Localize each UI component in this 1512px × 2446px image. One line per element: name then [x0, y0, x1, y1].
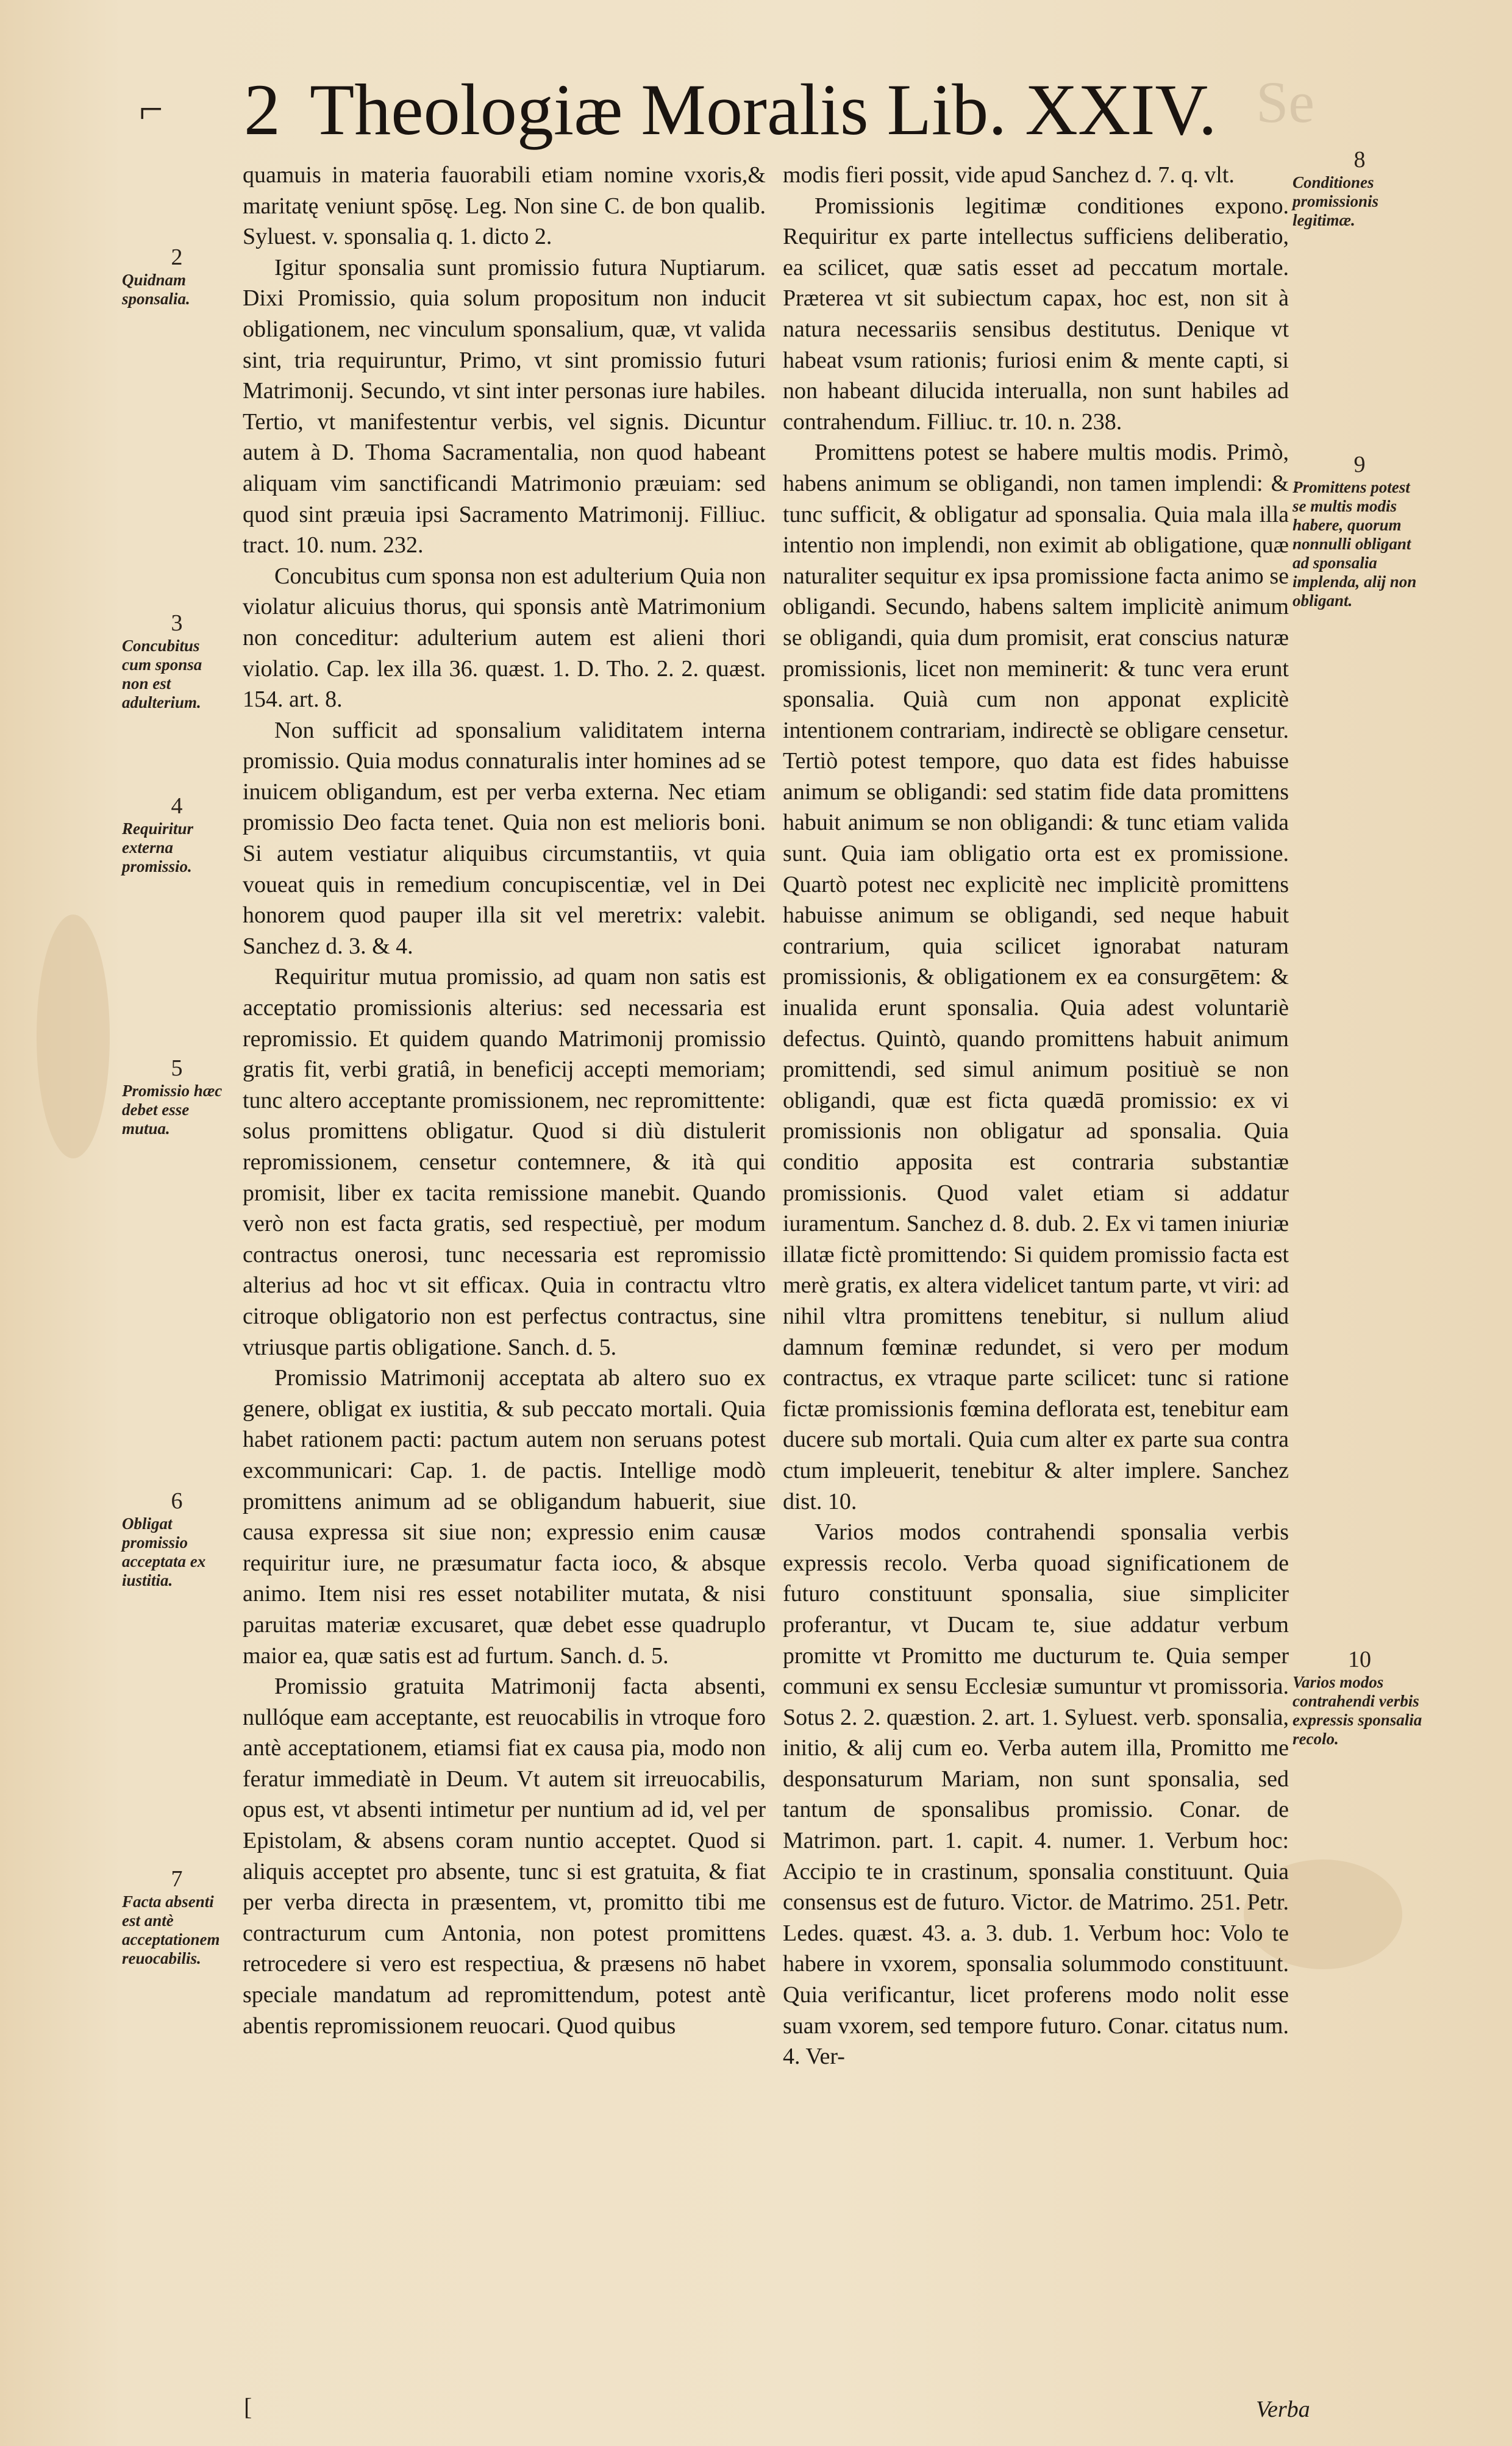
margin-note-8	[1293, 146, 1427, 230]
catchword: Verba	[1256, 2397, 1310, 2422]
margin-note-7	[122, 1866, 232, 1968]
page-header	[244, 67, 1280, 152]
margin-note-3	[122, 610, 232, 712]
margin-note-text: Concubitus cum sponsa non est adulterium.	[122, 636, 202, 711]
paper-stain	[37, 915, 110, 1158]
margin-note-2	[122, 244, 232, 308]
paragraph: Igitur sponsalia sunt promissio futura Nuptiarum. Dixi Promissio, quia solum propositum non inducit obligationem, nec vinculum sponsalium, quæ, vt valida sint, tria requiruntur, Primo, vt sint promissio futuri Matrimonij. Secundo, vt sint inter personas iure habiles. Tertio, vt manifestentur verbis, vel signis. Dicuntur autem à D. Thoma Sacramentalia, non quod habeant aliquam vim sanctificandi Matrimonio præuiam: sed quod sint præuia ipsi Sacramento Matrimonij. Filliuc. tract. 10. num. 232.	[243, 254, 766, 558]
margin-note-text: Promissio hæc debet esse mutua.	[122, 1082, 223, 1138]
running-title: Theologiæ Moralis Lib. XXIV.	[310, 69, 1217, 150]
paragraph: quamuis in materia fauorabili etiam nomine vxoris,& maritatę veniunt spōsę. Leg. Non sine C. de bon qualib. Syluest. v. sponsalia q. 1. dicto 2.	[243, 162, 766, 250]
paragraph: Varios modos contrahendi sponsalia verbis expressis recolo. Verba quoad significationem de futuro constituunt sponsalia, siue simpliciter proferantur, vt Ducam te, siue addatur verbum promitte vt Promitto me ducturum te. Quia semper communi ex sensu Ecclesiæ sumuntur vt promissoria. Sotus 2. 2. quæstion. 2. art. 1. Syluest. verb. sponsalia, initio, & alij cum eo. Verba autem illa, Promitto me desponsaturum Mariam, non sunt sponsalia, sed tantum de sponsalibus promissio. Conar. de Matrimon. part. 1. capit. 4. numer. 1. Verbum hoc: Accipio te in crastinum, sponsalia constituunt. Quia consensus est de futuro. Victor. de Matrimo. 251. Petr. Ledes. quæst. 43. a. 3. dub. 1. Verbum hoc: Volo te habere in vxorem, sponsalia solummodo constituunt. Quia verificantur, licet proferens modo nolit esse suam vxorem, sed tempore futuro. Conar. citatus num. 4. Ver-	[783, 1519, 1289, 2070]
paragraph: Promissio gratuita Matrimonij facta absenti, nullóque eam acceptante, est reuocabilis in vtroque foro antè acceptationem, etiamsi fiat ex causa pia, modo non feratur immediatè in Deum. Vt autem sit irreuocabilis, opus est, vt absenti intimetur per nuntium ad id, vel per Epistolam, & absens coram nuntio acceptet. Quod si aliquis acceptet pro absente, tunc si est gratuita, & fiat per verba directa in præsentem, vt, promitto tibi me contracturum cum Antonia, non potest promittens retrocedere si vero est respectiua, & præsens nō habet speciale mandatum ad repromittendum, potest antè abentis repromissionem reuocari. Quod quibus	[243, 1674, 766, 2039]
margin-note-text: Promittens potest se multis modis habere, quorum nonnulli obligant ad sponsalia implenda, alij non obligant.	[1293, 478, 1417, 610]
bleed-through-text: Se	[1256, 70, 1314, 135]
margin-note-4	[122, 793, 232, 876]
margin-note-number: 4	[171, 793, 183, 819]
right-text-column	[783, 160, 1289, 2428]
margin-note-text: Conditiones promissionis legitimæ.	[1293, 173, 1379, 229]
margin-note-10	[1293, 1646, 1427, 1749]
paragraph: Concubitus cum sponsa non est adulterium Quia non violatur alicuius thorus, qui sponsis antè Matrimonium non conceditur: adulterium autem est alieni thori violatio. Cap. lex illa 36. quæst. 1. D. Tho. 2. 2. quæst. 154. art. 8.	[243, 563, 766, 713]
margin-note-text: Facta absenti est antè acceptationem reuocabilis.	[122, 1892, 220, 1967]
edge-mark: ⌐	[139, 86, 163, 133]
paragraph: Non sufficit ad sponsalium validitatem interna promissio. Quia modus connaturalis inter homines ad se inuicem obligandum, est per verba externa. Nec etiam promissio Deo facta tenet. Quia non est melioris boni. Si autem vestiatur aliquibus circumstantiis, vt quia voueat quis in remedium concupiscentiæ, vel in Dei honorem quod pauper illa sit vel meretrix: valebit. Sanchez d. 3. & 4.	[243, 717, 766, 959]
margin-note-text: Varios modos contrahendi verbis expressis sponsalia recolo.	[1293, 1673, 1422, 1748]
paragraph: Promissio Matrimonij acceptata ab altero suo ex genere, obligat ex iustitia, & sub peccato mortali. Quia habet rationem pacti: pactum autem non seruans potest excommunicari: Cap. 1. de pactis. Intellige modò promittens animum ad se obligandum habuerit, siue causa expressa sit siue non; expressio enim causæ requiritur iure, ne præsumatur facta ioco, & absque animo. Item nisi res esset notabiliter mutata, & nisi paruitas materiæ excusaret, quæ debet esse quadruplo maior ea, quæ satis est ad furtum. Sanch. d. 5.	[243, 1365, 766, 1669]
margin-note-9	[1293, 451, 1427, 610]
margin-note-number: 6	[171, 1488, 183, 1514]
margin-note-number: 10	[1348, 1647, 1371, 1672]
margin-note-6	[122, 1488, 232, 1590]
paragraph: Requiritur mutua promissio, ad quam non satis est acceptatio promissionis alterius: sed necessaria est repromissio. Et quidem quando Matrimonij promissio gratis fit, verbi gratiâ, in beneficij accepti memoriam; tunc altero acceptante promissionem, nec repromittente: solus promittens obligatur. Quod si diù distulerit repromissionem, censetur contemnere, & ità qui promisit, liber ex tacita remissione manebit. Quando verò non est facta gratis, sed respectiuè, per modum contractus onerosi, tunc necessaria est repromissio alterius ad hoc vt sit efficax. Quia in contractu vltro citroque obligatorio non est perfectus contractus, sine vtriusque partis obligatione. Sanch. d. 5.	[243, 964, 766, 1360]
margin-note-number: 7	[171, 1866, 183, 1892]
margin-note-number: 9	[1353, 452, 1366, 477]
bottom-bracket-mark: [	[244, 2393, 252, 2420]
paragraph: Promissionis legitimæ conditiones expono. Requiritur ex parte intellectus sufficiens deliberatio, ea scilicet, quæ satis esset ad peccatum mortale. Præterea vt sit subiectum capax, hoc est, non sit à natura necessariis sensibus destitutus. Denique vt habeat vsum rationis; furiosi enim & mente capti, si non habeant dilucida interualla, non sunt habiles ad contrahendum. Filliuc. tr. 10. n. 238.	[783, 193, 1289, 435]
margin-note-text: Quidnam sponsalia.	[122, 271, 190, 308]
margin-note-number: 5	[171, 1055, 183, 1081]
paragraph: Promittens potest se habere multis modis. Primò, habens animum se obligandi, non tamen implendi: & tunc sufficit, & obligatur ad sponsalia. Quia mala illa intentio non implendi, non eximit ab obligatione, quæ naturaliter sequitur ex ipsa promissione facta animo se obligandi. Secundo, habens saltem implicitè animum se obligandi, quia dum promisit, erat conscius naturæ promissionis, licet non meminerit: & tunc vera erunt sponsalia. Quià cum non apponat explicitè intentionem contrariam, indirectè se obligare censetur. Tertiò potest tempore, quo data est fides habuisse animum se obligandi: sed statim fide data promittens habuit animum se non obligandi: & tunc etiam valida sunt. Quia iam obligatio orta est ex promissione. Quartò potest nec explicitè nec implicitè promittens habuisse animum se obligandi, sed neque habuit contrarium, quia scilicet ignorabat naturam promissionis, & obligationem ex ea consurgētem: & inualida erunt sponsalia. Quia adest voluntariè defectus. Quintò, quando promittens habuit animum promittendi, sed simul animum positiuè se non obligandi, quæ est ficta quædā promissio: ex vi promissionis non obligatur ad sponsalia. Quia conditio apposita est contraria substantiæ promissionis. Quod valet etiam si addatur iuramentum. Sanchez d. 8. dub. 2. Ex vi tamen iniuriæ illatæ fictè promittendo: Si quidem promissio facta est merè gratis, ex altera videlicet tantum parte, vt viri: ad nihil vltra promittens tenebitur, si nullum aliud damnum fœminæ redundet, si vero per modum contractus, ex vtraque parte scilicet: tunc si ratione fictæ promissionis fœmina deflorata est, tenebitur eam ducere sub mortali. Quia cum alter ex parte sua contra ctum impleuerit, tenebitur & alter implere. Sanchez dist. 10.	[783, 440, 1289, 1514]
margin-note-text: Obligat promissio acceptata ex iustitia.	[122, 1514, 206, 1589]
paragraph: modis fieri possit, vide apud Sanchez d. 7. q. vlt.	[783, 162, 1235, 188]
margin-note-text: Requiritur externa promissio.	[122, 819, 194, 875]
margin-note-number: 3	[171, 610, 183, 636]
margin-note-number: 2	[171, 244, 183, 270]
margin-note-5	[122, 1055, 232, 1138]
margin-note-number: 8	[1353, 147, 1366, 173]
left-text-column	[243, 160, 766, 2428]
page-number: 2	[244, 69, 280, 150]
